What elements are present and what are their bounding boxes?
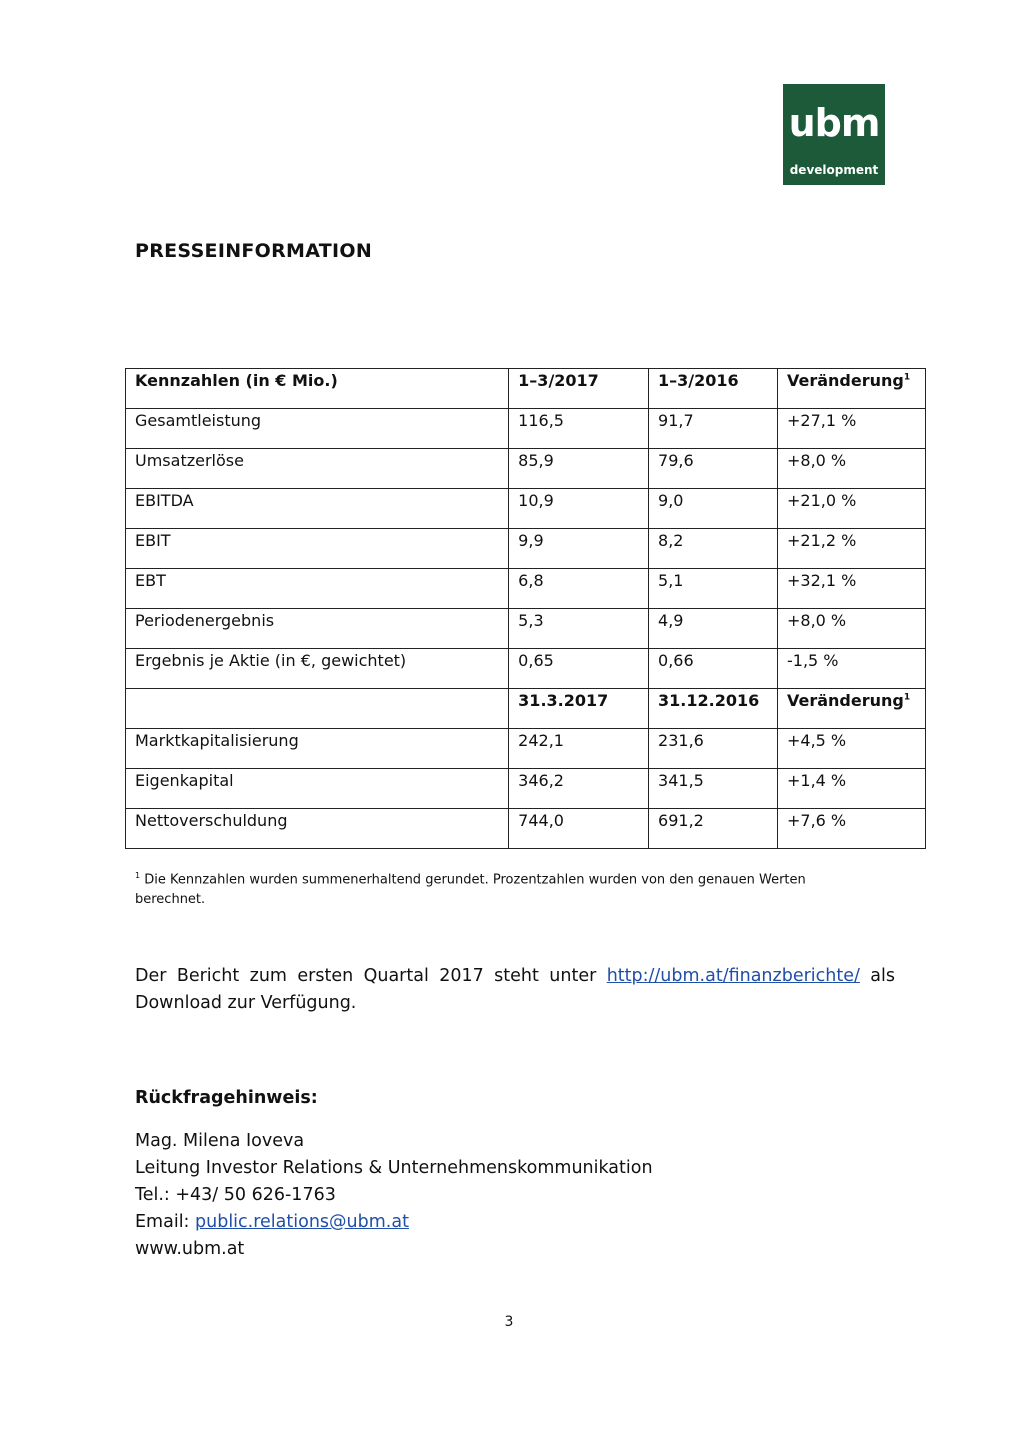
cell-text: +27,1 % (786, 411, 857, 430)
table-cell (777, 369, 925, 409)
cell-text: 231,6 (658, 731, 704, 750)
cell-text: -1,5 % (786, 651, 839, 670)
cell-text: 5,1 (658, 571, 684, 590)
table-cell (777, 529, 925, 569)
cell-text: 242,1 (518, 731, 564, 750)
page-number: 3 (504, 1314, 514, 1330)
cell-text: 6,8 (518, 571, 544, 590)
table-cell (777, 449, 925, 489)
table-header-row (126, 689, 926, 729)
kpi-table (125, 368, 926, 849)
cell-text: 85,9 (518, 451, 554, 470)
cell-text: 0,65 (518, 651, 554, 670)
table-cell (649, 529, 778, 569)
footnote-text: Die Kennzahlen wurden summenerhaltend gerundet. Prozentzahlen wurden von den genauen Werten berechnet. (135, 872, 806, 908)
cell-text: 116,5 (518, 411, 564, 430)
cell-text: 9,0 (658, 491, 684, 510)
table-cell (509, 369, 649, 409)
table-cell (509, 769, 649, 809)
table-cell (126, 489, 509, 529)
cell-text: Gesamtleistung (135, 411, 262, 430)
table-header-row (126, 369, 926, 409)
table-cell (649, 609, 778, 649)
table-row (126, 649, 926, 689)
table-cell (649, 729, 778, 769)
cell-text: 1–3/2016 (658, 371, 739, 390)
table-cell (777, 769, 925, 809)
cell-text: Nettoverschuldung (135, 811, 288, 830)
cell-text: 4,9 (658, 611, 684, 630)
table-footnote (135, 866, 835, 910)
cell-text: +1,4 % (786, 771, 847, 790)
cell-text: 5,3 (518, 611, 544, 630)
table-cell (126, 369, 509, 409)
page-title: PRESSEINFORMATION (135, 240, 373, 262)
table-row (126, 729, 926, 769)
table-row (126, 769, 926, 809)
cell-text: Marktkapitalisierung (135, 731, 299, 750)
email-link[interactable]: public.relations@ubm.at (195, 1212, 409, 1232)
cell-text: 9,9 (518, 531, 544, 550)
cell-text: Kennzahlen (in € Mio.) (135, 371, 338, 390)
cell-text: Umsatzerlöse (135, 451, 244, 470)
cell-text: 346,2 (518, 771, 564, 790)
table-cell (777, 689, 925, 729)
cell-text: 31.3.2017 (518, 691, 609, 710)
table-cell (509, 689, 649, 729)
cell-text: 91,7 (658, 411, 694, 430)
cell-text: Eigenkapital (135, 771, 234, 790)
footnote-reference: 1 (903, 372, 911, 383)
contact-role: Leitung Investor Relations & Unternehmenskommunikation (135, 1158, 653, 1178)
cell-text: +4,5 % (786, 731, 847, 750)
cell-text: +8,0 % (786, 611, 847, 630)
table-row (126, 449, 926, 489)
cell-text: Ergebnis je Aktie (in €, gewichtet) (135, 651, 407, 670)
contact-email-line (135, 1209, 653, 1236)
cell-text: 79,6 (658, 451, 694, 470)
email-label: Email: (135, 1212, 196, 1232)
table-cell (649, 689, 778, 729)
cell-text: 744,0 (518, 811, 564, 830)
table-cell (509, 409, 649, 449)
table-row (126, 489, 926, 529)
cell-text: 691,2 (658, 811, 704, 830)
finanzberichte-link[interactable]: http://ubm.at/finanzberichte/ (606, 966, 860, 986)
table-cell (777, 569, 925, 609)
table-row (126, 809, 926, 849)
table-row (126, 569, 926, 609)
contact-phone: Tel.: +43/ 50 626-1763 (135, 1185, 336, 1205)
cell-text: EBITDA (135, 491, 194, 510)
table-cell (509, 569, 649, 609)
contact-block (135, 1128, 653, 1263)
cell-text: 31.12.2016 (658, 691, 760, 710)
table-cell (777, 649, 925, 689)
table-cell (126, 529, 509, 569)
table-cell (777, 809, 925, 849)
logo-subtitle: development (789, 163, 879, 177)
table-cell (649, 369, 778, 409)
table-cell (509, 489, 649, 529)
table-cell (126, 689, 509, 729)
cell-text: EBIT (135, 531, 171, 550)
paragraph-text-after: als Download zur Verfügung. (135, 966, 895, 1013)
table-cell (126, 809, 509, 849)
table-cell (649, 769, 778, 809)
table-cell (509, 609, 649, 649)
table-cell (509, 529, 649, 569)
table-cell (777, 729, 925, 769)
table-cell (649, 809, 778, 849)
cell-text: 10,9 (518, 491, 554, 510)
cell-text: 8,2 (658, 531, 684, 550)
footnote-mark: 1 (135, 871, 141, 880)
table-cell (649, 409, 778, 449)
table-cell (126, 449, 509, 489)
table-row (126, 409, 926, 449)
logo-mark: ubm (788, 101, 880, 145)
table-row (126, 529, 926, 569)
cell-text: 0,66 (658, 651, 694, 670)
cell-text: +21,2 % (786, 531, 857, 550)
table-cell (126, 649, 509, 689)
table-cell (649, 449, 778, 489)
table-cell (649, 569, 778, 609)
cell-text: EBT (135, 571, 166, 590)
table-cell (649, 489, 778, 529)
cell-text: +7,6 % (786, 811, 847, 830)
table-cell (649, 649, 778, 689)
cell-text: 1–3/2017 (518, 371, 599, 390)
contact-name: Mag. Milena Ioveva (135, 1131, 305, 1151)
contact-website: www.ubm.at (135, 1239, 245, 1259)
table-cell (509, 649, 649, 689)
table-cell (126, 769, 509, 809)
table-cell (126, 609, 509, 649)
table-cell (777, 609, 925, 649)
cell-text: +8,0 % (786, 451, 847, 470)
table-cell (509, 449, 649, 489)
cell-text: Periodenergebnis (135, 611, 275, 630)
cell-text: Veränderung (786, 371, 904, 390)
table-row (126, 609, 926, 649)
ubm-logo (783, 84, 885, 185)
contact-heading: Rückfragehinweis: (135, 1088, 318, 1108)
table-cell (777, 489, 925, 529)
table-cell (126, 569, 509, 609)
table-cell (777, 409, 925, 449)
footnote-reference: 1 (903, 692, 911, 703)
paragraph-text-before: Der Bericht zum ersten Quartal 2017 steht unter (135, 966, 607, 986)
table-cell (509, 809, 649, 849)
cell-text: +21,0 % (786, 491, 857, 510)
table-cell (126, 729, 509, 769)
table-cell (126, 409, 509, 449)
cell-text: 341,5 (658, 771, 704, 790)
cell-text: Veränderung (786, 691, 904, 710)
cell-text: +32,1 % (786, 571, 857, 590)
table-cell (509, 729, 649, 769)
report-paragraph (135, 963, 895, 1017)
